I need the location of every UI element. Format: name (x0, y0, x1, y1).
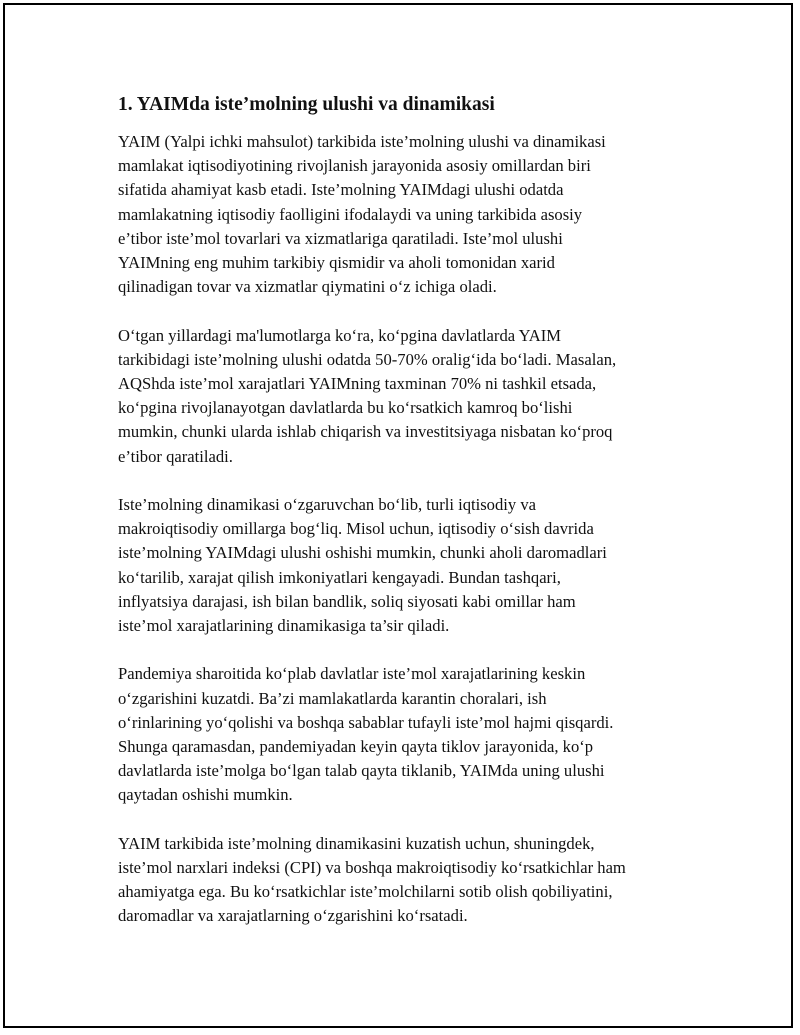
paragraph-3: Iste’molning dinamikasi o‘zgaruvchan bo‘lib, turli iqtisodiy va makroiqtisodiy omillarga bog‘liq. Misol uchun, iqtisodiy o‘sish davrida iste’molning YAIMdagi ulushi oshishi mumkin, chunki aholi daromadlari ko‘tarilib, xarajat qilish imkoniyatlari kengayadi. Bundan tashqari, inflyatsiya darajasi, ish bilan bandlik, soliq siyosati kabi omillar ham iste’mol xarajatlarining dinamikasiga ta’sir qiladi. (118, 495, 607, 636)
section-heading: 1. YAIMda iste’molning ulushi va dinamikasi (118, 94, 495, 115)
paragraph-1: YAIM (Yalpi ichki mahsulot) tarkibida iste’molning ulushi va dinamikasi mamlakat iqtisodiyotining rivojlanish jarayonida asosiy omillardan biri sifatida ahamiyat kasb etadi. Iste’molning YAIMdagi ulushi odatda mamlakatning iqtisodiy faolligini ifodalaydi va uning tarkibida asosiy e’tibor iste’mol tovarlari va xizmatlariga qaratiladi. Iste’mol ulushi YAIMning eng muhim tarkibiy qismidir va aholi tomonidan xarid qilinadigan tovar va xizmatlar qiymatini o‘z ichiga oladi. (118, 132, 606, 297)
paragraph-5: YAIM tarkibida iste’molning dinamikasini kuzatish uchun, shuningdek, iste’mol narxlari indeksi (CPI) va boshqa makroiqtisodiy ko‘rsatkichlar ham ahamiyatga ega. Bu ko‘rsatkichlar iste’molchilarni sotib olish qobiliyatini, daromadlar va xarajatlarning o‘zgarishini ko‘rsatadi. (118, 833, 626, 926)
paragraph-2: O‘tgan yillardagi ma'lumotlarga ko‘ra, ko‘pgina davlatlarda YAIM tarkibidagi iste’molning ulushi odatda 50-70% oralig‘ida bo‘ladi. Masalan, AQShda iste’mol xarajatlari YAIMning taxminan 70% ni tashkil etsada, ko‘pgina rivojlanayotgan davlatlarda bu ko‘rsatkich kamroq bo‘lishi mumkin, chunki ularda ishlab chiqarish va investitsiyaga nisbatan ko‘proq e’tibor qaratiladi. (118, 325, 617, 466)
paragraph-4: Pandemiya sharoitida ko‘plab davlatlar iste’mol xarajatlarining keskin o‘zgarishini kuzatdi. Ba’zi mamlakatlarda karantin choralari, ish o‘rinlarining yo‘qolishi va boshqa sabablar tufayli iste’mol hajmi qisqardi. Shunga qaramasdan, pandemiyadan keyin qayta tiklov jarayonida, ko‘p davlatlarda iste’molga bo‘lgan talab qayta tiklanib, YAIMda uning ulushi qaytadan oshishi mumkin. (118, 664, 614, 805)
document-body (118, 92, 698, 953)
